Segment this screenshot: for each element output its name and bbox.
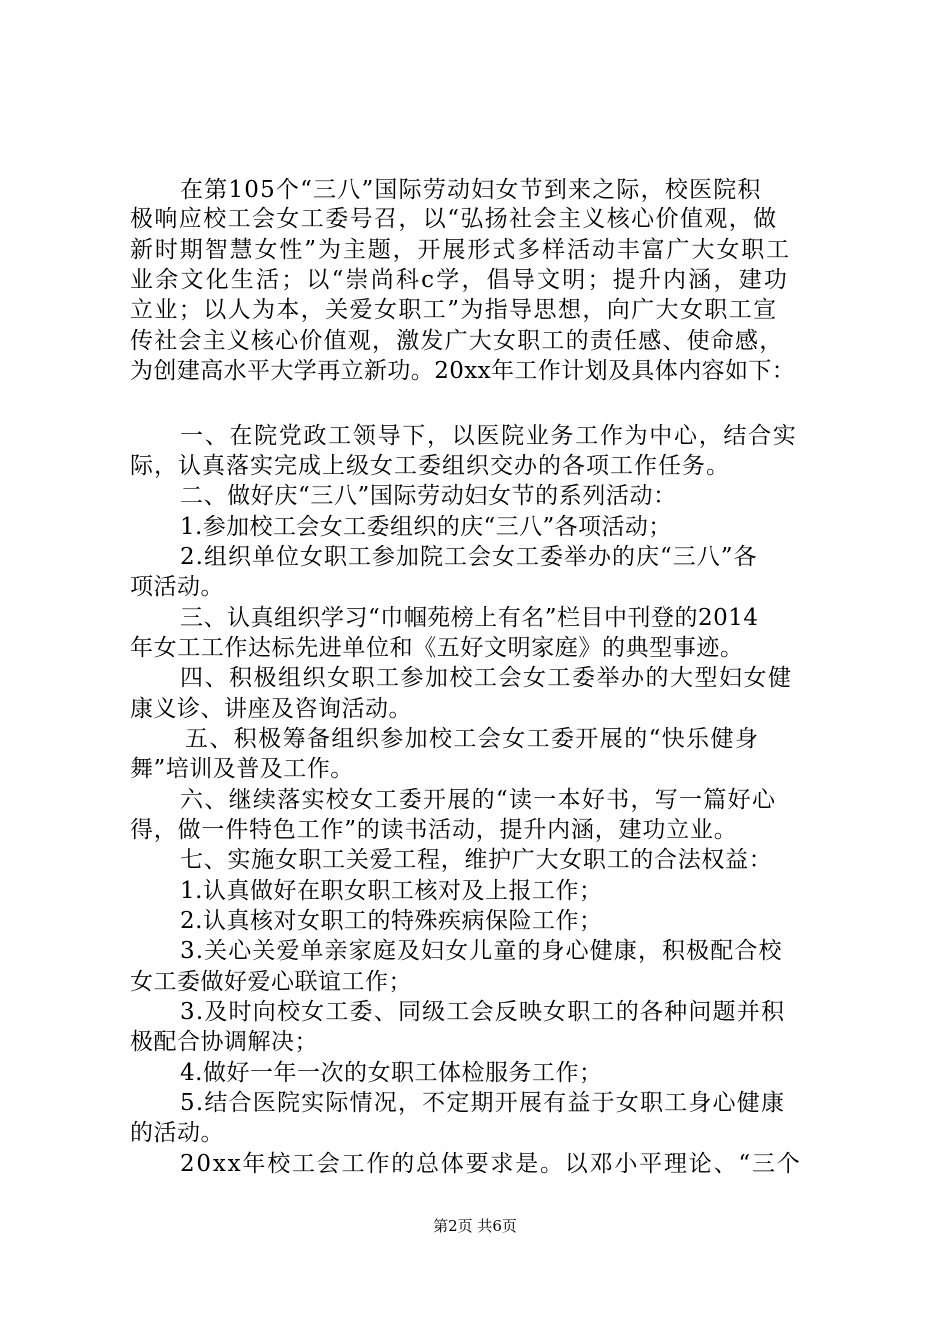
text-line: 在第105个“三八”国际劳动妇女节到来之际，校医院积 <box>180 177 762 203</box>
text-line: 康义诊、讲座及咨询活动。 <box>130 696 412 722</box>
text-line: 三、认真组织学习“巾帼苑榜上有名”栏目中刊登的2014 <box>180 605 759 631</box>
text-line: 四、积极组织女职工参加校工会女工委举办的大型妇女健 <box>180 665 793 691</box>
text-line: 3.及时向校女工委、同级工会反映女职工的各种问题并积 <box>180 999 786 1025</box>
text-line: 项活动。 <box>130 574 224 600</box>
text-line: 极响应校工会女工委号召，以“弘扬社会主义核心价值观，做 <box>130 206 778 232</box>
page-indicator: 第2页 共6页 <box>433 1217 517 1235</box>
text-line: 女工委做好爱心联谊工作； <box>130 969 412 995</box>
text-line: 传社会主义核心价值观，激发广大女职工的责任感、使命感， <box>130 328 784 354</box>
text-line: 得，做一件特色工作”的读书活动，提升内涵，建功立业。 <box>130 817 738 843</box>
text-line: 5.结合医院实际情况，不定期开展有益于女职工身心健康 <box>180 1090 786 1116</box>
text-line: 业余文化生活；以“崇尚科c学，倡导文明；提升内涵，建功 <box>130 267 790 293</box>
text-line: 五、积极筹备组织参加校工会女工委开展的“快乐健身 <box>185 726 760 752</box>
text-line: 4.做好一年一次的女职工体检服务工作； <box>180 1060 603 1086</box>
text-line: 的活动。 <box>130 1120 224 1146</box>
text-line: 二、做好庆“三八”国际劳动妇女节的系列活动： <box>180 483 677 509</box>
text-line: 一、在院党政工领导下，以医院业务工作为中心，结合实 <box>180 423 798 449</box>
text-line: 极配合协调解决； <box>130 1029 318 1055</box>
text-line: 立业；以人为本，关爱女职工”为指导思想，向广大女职工宣 <box>130 297 778 323</box>
text-line: 1.认真做好在职女职工核对及上报工作； <box>180 878 603 904</box>
text-line: 20xx年校工会工作的总体要求是。以邓小平理论、“三个 <box>180 1151 802 1177</box>
text-line: 七、实施女职工关爱工程，维护广大女职工的合法权益： <box>180 847 773 873</box>
text-line: 舞”培训及普及工作。 <box>130 756 354 782</box>
text-line: 新时期智慧女性”为主题，开展形式多样活动丰富广大女职工 <box>130 237 792 263</box>
text-line: 1.参加校工会女工委组织的庆“三八”各项活动； <box>180 514 672 540</box>
text-line: 年女工工作达标先进单位和《五好文明家庭》的典型事迹。 <box>130 635 744 661</box>
text-line: 六、继续落实校女工委开展的“读一本好书，写一篇好心 <box>180 787 777 813</box>
text-line: 际，认真落实完成上级女工委组织交办的各项工作任务。 <box>130 453 730 479</box>
text-line: 3.关心关爱单亲家庭及妇女儿童的身心健康，积极配合校 <box>180 938 783 964</box>
page-footer <box>0 1216 950 1236</box>
text-line: 2.认真核对女职工的特殊疾病保险工作； <box>180 908 603 934</box>
text-line: 2.组织单位女职工参加院工会女工委举办的庆“三八”各 <box>180 544 758 570</box>
text-line: 为创建高水平大学再立新功。20xx年工作计划及具体内容如下： <box>130 358 796 384</box>
